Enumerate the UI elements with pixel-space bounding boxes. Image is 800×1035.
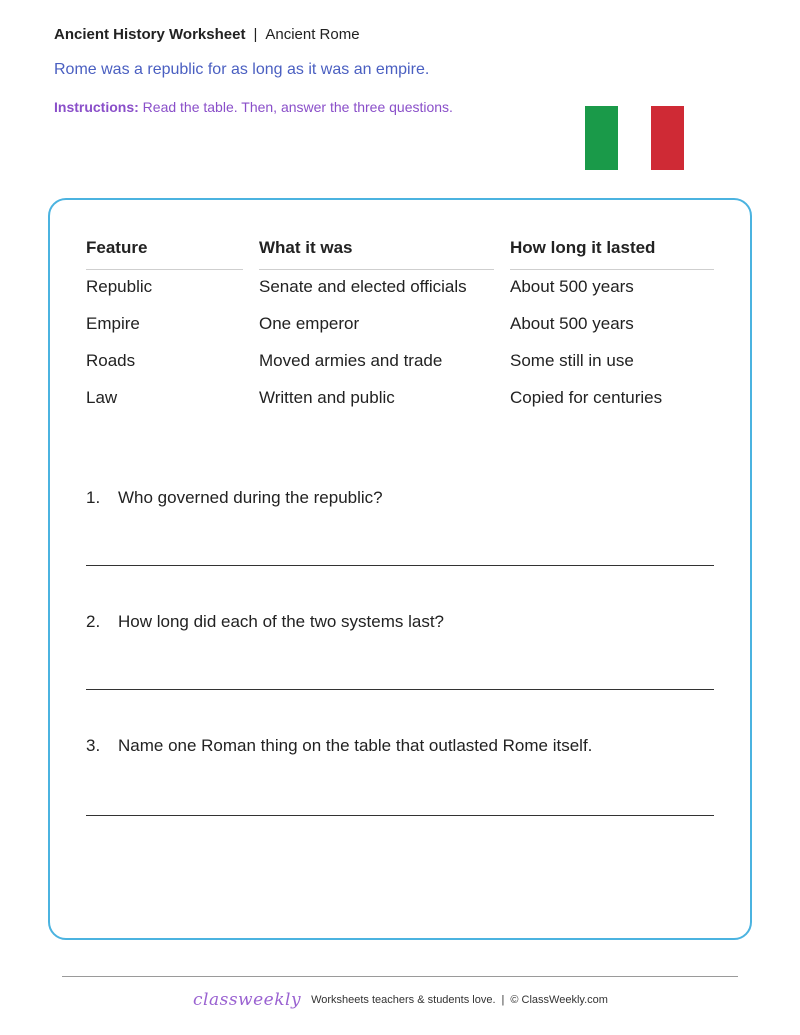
footer-divider [62,976,738,977]
footer-separator: | [501,994,505,1006]
table-cell: Copied for centuries [510,388,663,407]
table-cell: Moved armies and trade [259,351,443,370]
table-cell: Some still in use [510,351,634,370]
table-header-feature: Feature [86,238,243,270]
table-cell: Republic [86,277,153,296]
answer-line-1[interactable] [86,565,714,566]
table-row [86,305,714,342]
instructions-text: Read the table. Then, answer the three questions. [142,99,453,115]
footer [193,990,608,1010]
classweekly-logo: classweekly [193,990,302,1010]
header-separator: | [253,26,258,43]
table-header-duration: How long it lasted [510,238,714,270]
question-number: 1. [86,488,101,507]
table-header-what: What it was [259,238,494,270]
question-3 [86,736,592,756]
worksheet-topic: Ancient Rome [265,26,360,43]
flag-stripe-green [585,106,618,170]
worksheet-header [54,26,360,43]
question-text: Who governed during the republic? [118,488,383,507]
table-cell: Law [86,388,118,407]
italy-flag-icon [585,106,684,170]
table-cell: Roads [86,351,136,370]
rome-table [86,236,714,416]
worksheet-title: Ancient History Worksheet [54,26,246,43]
question-2 [86,612,444,632]
table-row [86,268,714,305]
table-cell: Senate and elected officials [259,277,467,296]
flag-stripe-red [651,106,684,170]
question-text: How long did each of the two systems last? [118,612,444,631]
question-number: 2. [86,612,101,631]
footer-tagline: Worksheets teachers & students love. [311,994,496,1006]
worksheet-subtitle: Rome was a republic for as long as it was an empire. [54,61,430,78]
question-text: Name one Roman thing on the table that outlasted Rome itself. [118,736,593,755]
instructions [54,99,453,115]
table-cell: One emperor [259,314,360,333]
question-number: 3. [86,736,101,755]
table-row [86,342,714,379]
table-header-row [86,236,714,268]
instructions-lead: Instructions: [54,99,139,115]
answer-line-2[interactable] [86,689,714,690]
table-cell: About 500 years [510,277,634,296]
footer-copyright: © ClassWeekly.com [510,994,608,1006]
answer-line-3[interactable] [86,815,714,816]
table-cell: Empire [86,314,140,333]
table-row [86,379,714,416]
table-cell: About 500 years [510,314,634,333]
table-cell: Written and public [259,388,395,407]
question-1 [86,488,383,508]
flag-stripe-white [618,106,651,170]
